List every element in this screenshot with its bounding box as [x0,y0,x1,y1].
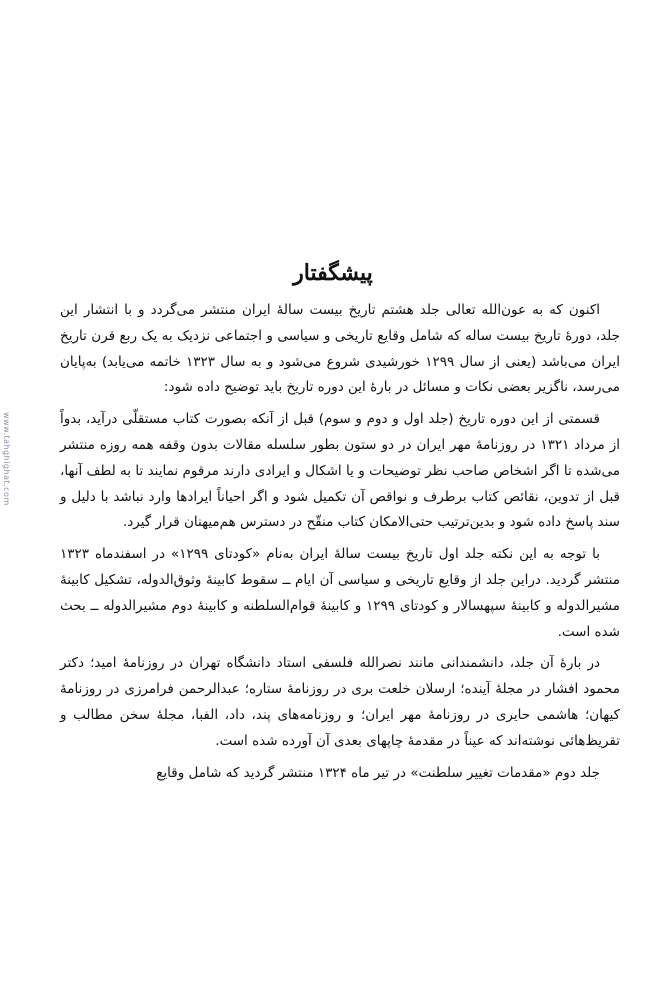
paragraph-5: جلد دوم «مقدمات تغییر سلطنت» در تیر ماه ۱۳۲۴ منتشر گردید که شامل وقایع [156,764,600,781]
paragraph-1: اکنون که به عون‌الله تعالی جلد هشتم تاریخ بیست سالهٔ ایران منتشر می‌گردد و با انتشار این جلد، دورهٔ تاریخ بیست ساله که شامل وقایع تاریخی و سیاسی و اجتماعی نزدیک به یک ربع قرن تاریخ ایران می‌باشد (یعنی از سال ۱۲۹۹ خورشیدی شروع می‌شود و به سال ۱۳۲۳ خاتمه می‌یابد) به‌پایان می‌رسد، ناگزیر بعضی نکات و مسائل در بارهٔ این دوره تاریخ باید توضیح داده شود: [60,302,621,396]
side-watermark [0,412,11,590]
body-text [60,298,620,786]
paragraph-3: با توجه به این نکته جلد اول تاریخ بیست سالهٔ ایران به‌نام «کودتای ۱۲۹۹» در اسفندماه ۱۳۲۳ منتشر گردید. دراین جلد از وقایع تاریخی و سیاسی آن ایام ــ سقوط کابینهٔ وثوق‌الدوله، تشکیل کابینهٔ مشیرالدوله و کابینهٔ سپهسالار و کودتای ۱۲۹۹ و کابینهٔ قوام‌السلطنه و کابینهٔ دوم مشیرالدوله ــ بحث شده است. [60,546,620,640]
page-title: پیشگفتار [293,260,373,286]
paragraph-4: در بارهٔ آن جلد، دانشمندانی مانند نصرالله فلسفی استاد دانشگاه تهران در روزنامهٔ امید؛ دکتر محمود افشار در مجلهٔ آینده؛ ارسلان خلعت بری در روزنامهٔ ستاره؛ عبدالرحمن فرامرزی در روزنامهٔ کیهان؛ هاشمی حایری در روزنامهٔ مهر ایران؛ و روزنامه‌های پند، داد، الفبا، مجلهٔ سخن مطالب و تقریظ‌هائی نوشته‌اند که عیناً در مقدمهٔ چاپهای بعدی آن آورده شده است. [60,655,620,749]
watermark-text: www.tahghighat.com [2,412,11,506]
paragraph-2: قسمتی از این دوره تاریخ (جلد اول و دوم و سوم) قبل از آنکه بصورت کتاب مستقلّی درآید، بدواً از مرداد ۱۳۲۱ در روزنامهٔ مهر ایران در دو ستون بطور سلسله مقالات بدون وقفه همه روزه منتشر می‌شده تا اگر اشخاص صاحب نظر توضیحات و یا اشکال و ایرادی دارند مرقوم نمایند تا به لطف آنها، قبل از تدوین، نقائص کتاب برطرف و نواقص آن تکمیل شود و اگر احیاناً ایرادها وارد نباشد با دلیل و سند پاسخ داده شود و بدین‌ترتیب حتی‌الامکان کتاب منقّح در دسترس هم‌میهنان قرار گیرد. [60,411,620,531]
